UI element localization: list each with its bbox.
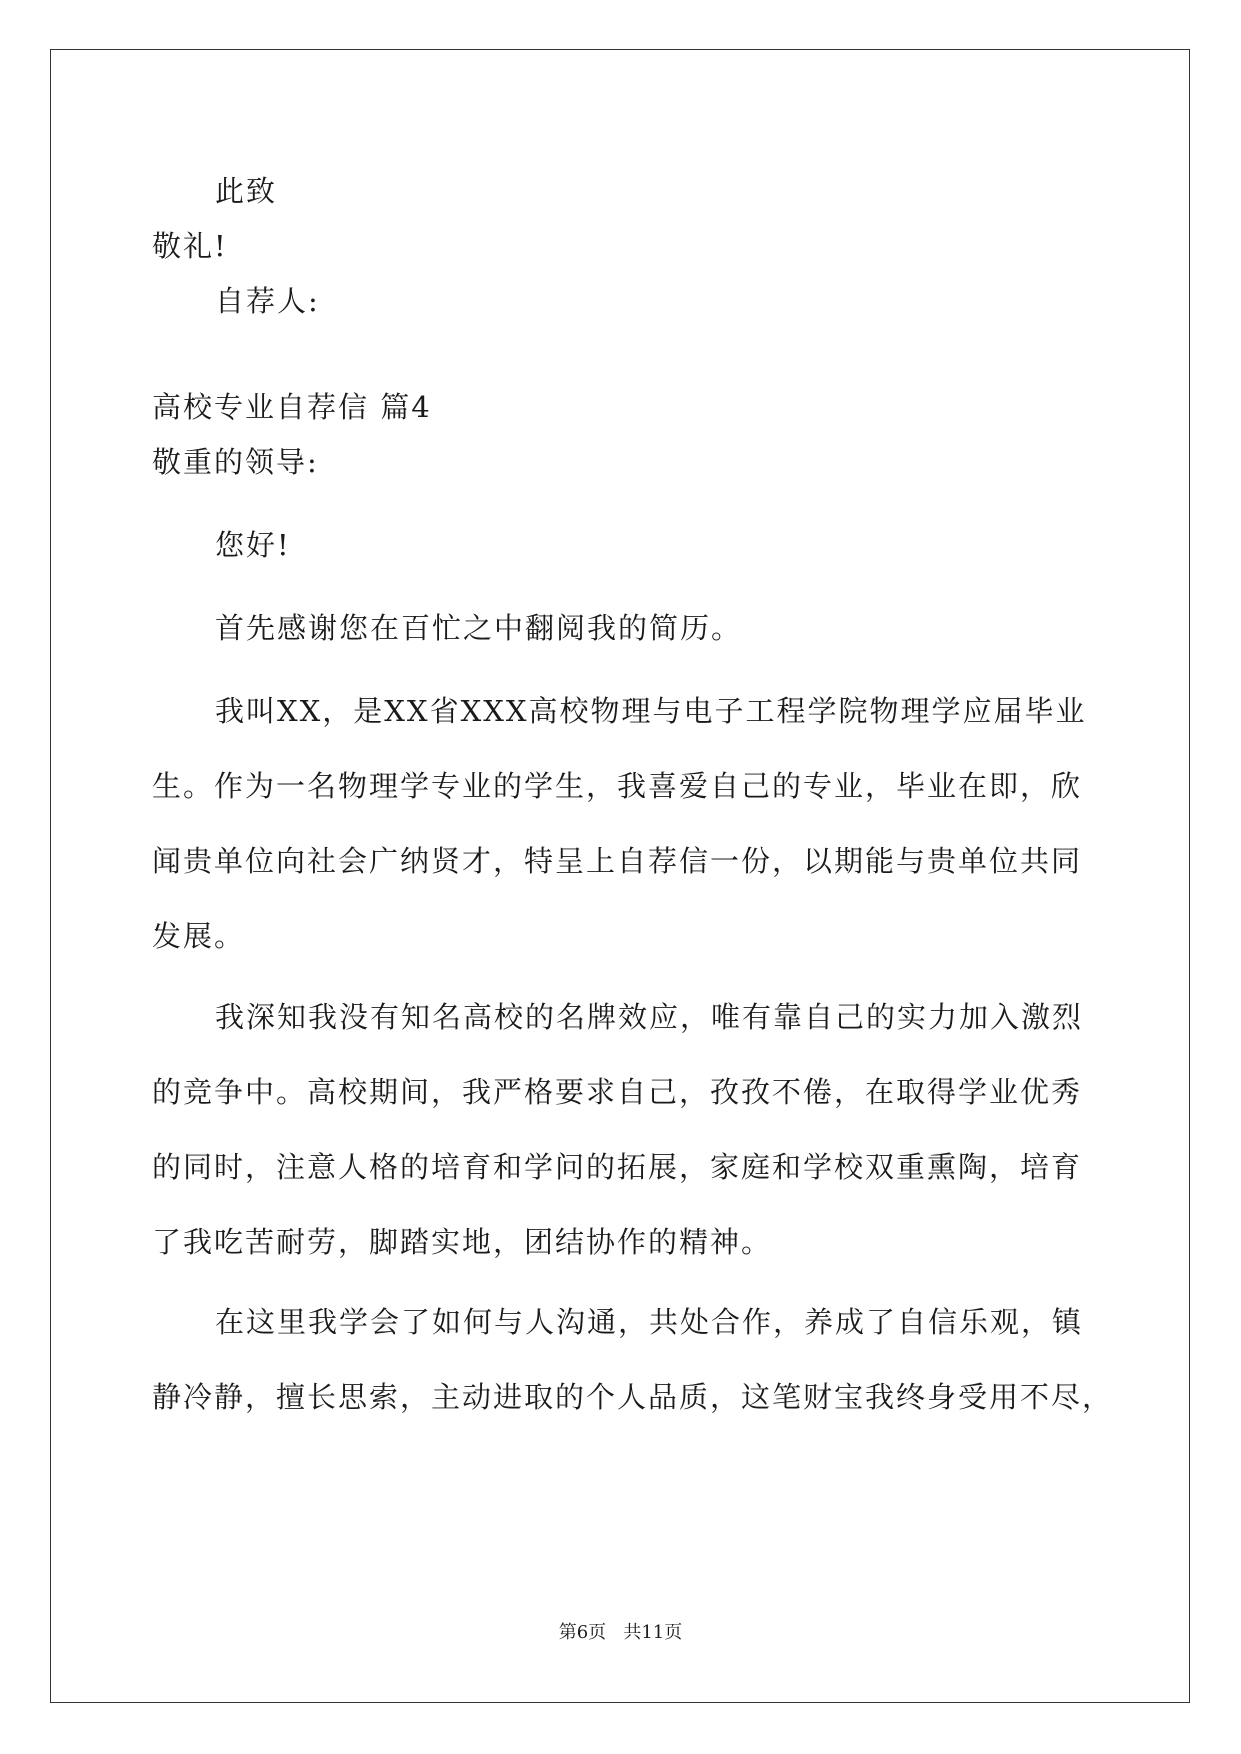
paragraph-line: 发展。 [152, 919, 246, 953]
closing-regards: 敬礼! [152, 229, 228, 263]
signature-label: 自荐人: [215, 284, 320, 318]
page-number-footer: 第6页 共11页 [558, 1622, 683, 1643]
paragraph-line: 闻贵单位向社会广纳贤才，特呈上自荐信一份，以期能与贵单位共同 [152, 844, 1083, 878]
closing-salutation: 此致 [215, 174, 278, 208]
paragraph-line: 的竞争中。高校期间，我严格要求自己，孜孜不倦，在取得学业优秀 [152, 1075, 1083, 1109]
paragraph-line: 生。作为一名物理学专业的学生，我喜爱自己的专业，毕业在即，欣 [152, 769, 1083, 803]
greeting-addressee: 敬重的领导: [152, 445, 319, 479]
paragraph-line: 了我吃苦耐劳，脚踏实地，团结协作的精神。 [152, 1225, 773, 1259]
paragraph-line: 我深知我没有知名高校的名牌效应，唯有靠自己的实力加入激烈 [215, 1000, 1084, 1034]
paragraph-line: 我叫XX，是XX省XXX高校物理与电子工程学院物理学应届毕业 [215, 694, 1087, 728]
section-heading: 高校专业自荐信 篇4 [152, 390, 432, 424]
paragraph-line: 在这里我学会了如何与人沟通，共处合作，养成了自信乐观，镇 [215, 1305, 1084, 1339]
paragraph-line: 静冷静，擅长思索，主动进取的个人品质，这笔财宝我终身受用不尽， [152, 1380, 1114, 1414]
paragraph-line: 首先感谢您在百忙之中翻阅我的简历。 [215, 611, 743, 645]
greeting: 您好! [215, 528, 291, 562]
paragraph-line: 的同时，注意人格的培育和学问的拓展，家庭和学校双重熏陶，培育 [152, 1150, 1083, 1184]
